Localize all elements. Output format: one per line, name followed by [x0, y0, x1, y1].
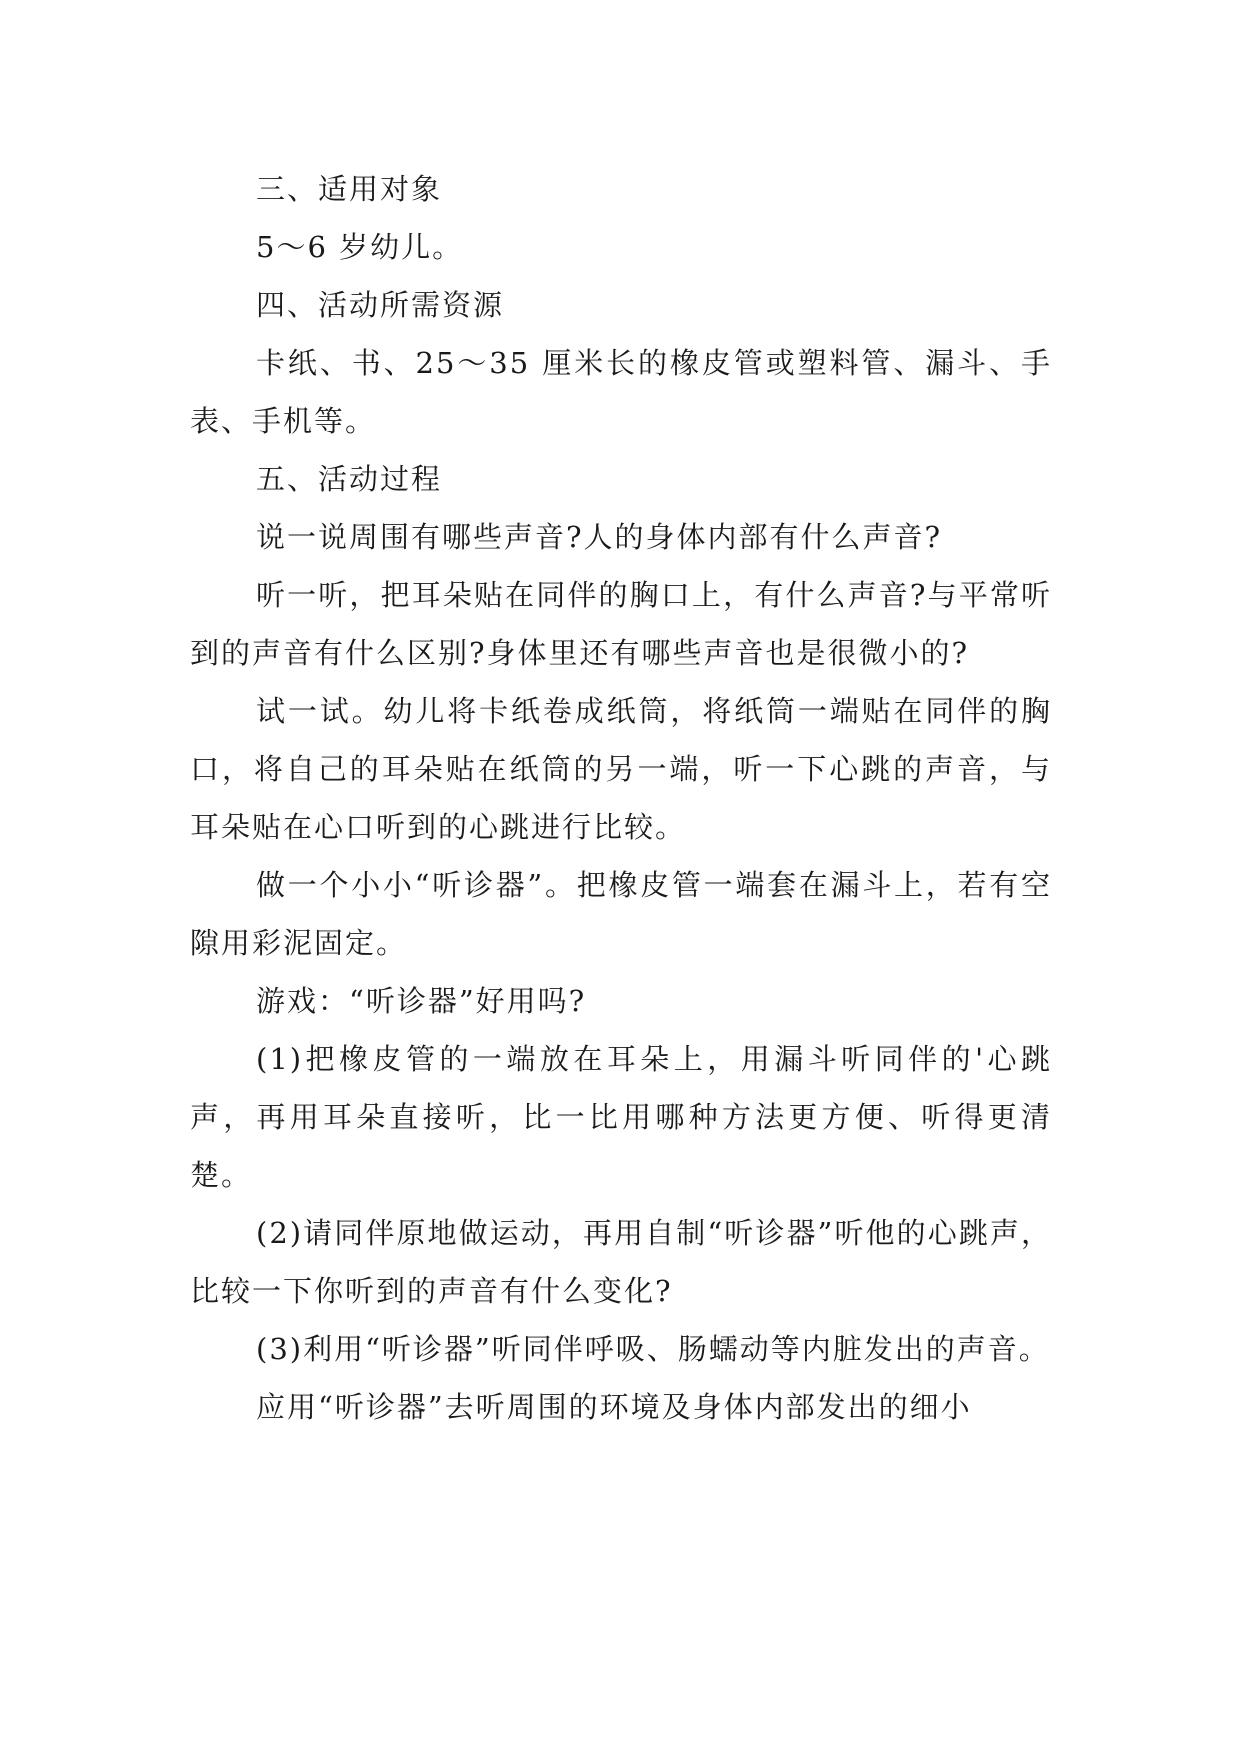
section-heading-target-audience: 三、适用对象 [256, 172, 443, 206]
process-step-listen: 听一听，把耳朵贴在同伴的胸口上，有什么声音?与平常听到的声音有什么区别?身体里还有哪些声音也是很微小的? [190, 578, 1052, 670]
target-audience-text: 5～6 岁幼儿。 [256, 230, 464, 264]
game-item-1: (1)把橡皮管的一端放在耳朵上，用漏斗听同伴的'心跳声，再用耳朵直接听，比一比用哪种方法更方便、听得更清楚。 [190, 1042, 1052, 1192]
resources-text: 卡纸、书、25～35 厘米长的橡皮管或塑料管、漏斗、手表、手机等。 [190, 346, 1052, 438]
section-heading-process: 五、活动过程 [256, 462, 443, 496]
process-step-talk: 说一说周围有哪些声音?人的身体内部有什么声音? [256, 520, 943, 554]
game-item-3: (3)利用“听诊器”听同伴呼吸、肠蠕动等内脏发出的声音。 [256, 1332, 1050, 1366]
document-body [190, 160, 1052, 1436]
process-step-make-stethoscope: 做一个小小“听诊器”。把橡皮管一端套在漏斗上，若有空隙用彩泥固定。 [190, 868, 1052, 960]
game-item-2: (2)请同伴原地做运动，再用自制“听诊器”听他的心跳声，比较一下你听到的声音有什么变化? [190, 1216, 1052, 1308]
section-heading-resources: 四、活动所需资源 [256, 288, 505, 322]
game-heading: 游戏：“听诊器”好用吗? [256, 984, 587, 1018]
process-step-try: 试一试。幼儿将卡纸卷成纸筒，将纸筒一端贴在同伴的胸口，将自己的耳朵贴在纸筒的另一端，听一下心跳的声音，与耳朵贴在心口听到的心跳进行比较。 [190, 694, 1052, 844]
application-text: 应用“听诊器”去听周围的环境及身体内部发出的细小 [256, 1390, 972, 1424]
